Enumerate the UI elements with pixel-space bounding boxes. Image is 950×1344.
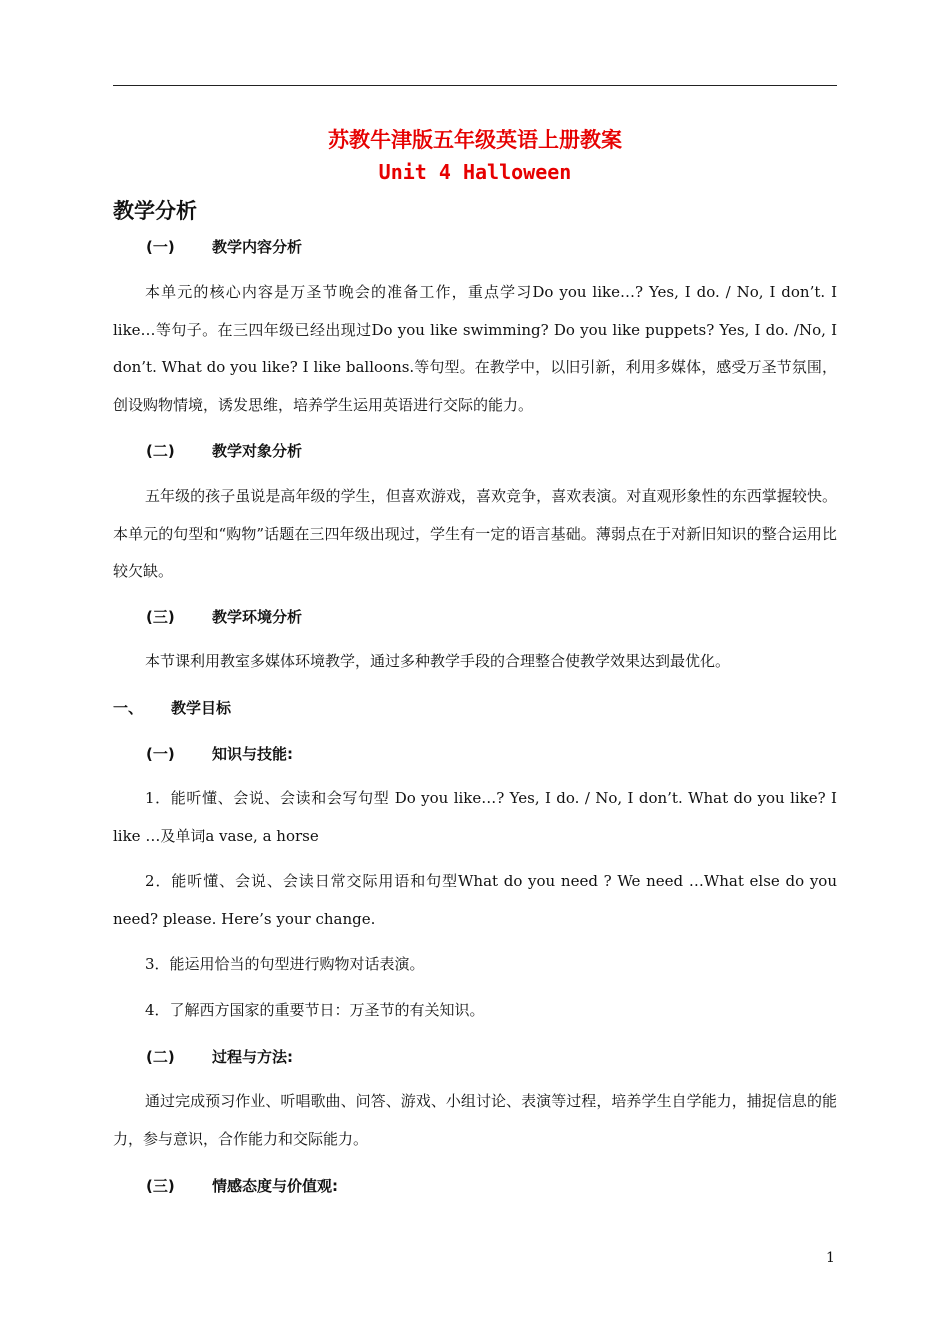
subheading-number: (三) — [146, 1177, 175, 1195]
subheading-label: 情感态度与价值观: — [212, 1177, 338, 1195]
subheading-number: (二) — [146, 442, 175, 460]
subheading-label: 教学环境分析 — [212, 608, 303, 626]
goal-item-1: 1．能听懂、会说、会读和会写句型 Do you like…? Yes, I do. / No, I don’t. What do you like? I like …及单词a vase, a horse — [113, 789, 837, 845]
section-heading-analysis: 教学分析 — [113, 199, 197, 223]
subheading-label: 教学内容分析 — [212, 238, 303, 256]
paragraph-student-analysis: 五年级的孩子虽说是高年级的学生，但喜欢游戏，喜欢竞争，喜欢表演。对直观形象性的东西掌握较快。本单元的句型和“购物”话题在三四年级出现过，学生有一定的语言基础。薄弱点在于对新旧知识的整合运用比较欠缺。 — [113, 487, 837, 580]
subheading-label: 过程与方法: — [212, 1048, 293, 1066]
section-number: 一、 — [113, 699, 144, 717]
subheading-label: 知识与技能: — [212, 745, 293, 763]
goal-item-4: 4．了解西方国家的重要节日：万圣节的有关知识。 — [145, 1001, 485, 1019]
page-number: 1 — [826, 1250, 835, 1266]
header-rule — [113, 85, 837, 86]
paragraph-content-analysis: 本单元的核心内容是万圣节晚会的准备工作，重点学习Do you like…? Yes, I do. / No, I don’t. I like…等句子。在三四年级已经出现过Do you like swimming? Do you like puppets? Yes, I do. /No, I don’t. What do you like? I like balloons.等句型。在教学中，以旧引新，利用多媒体，感受万圣节氛围，创设购物情境，诱发思维，培养学生运用英语进行交际的能力。 — [113, 283, 837, 414]
goal-item-3: 3．能运用恰当的句型进行购物对话表演。 — [145, 955, 425, 973]
document-title: 苏教牛津版五年级英语上册教案 — [328, 128, 622, 152]
paragraph-process-methods: 通过完成预习作业、听唱歌曲、问答、游戏、小组讨论、表演等过程，培养学生自学能力，捕捉信息的能力，参与意识，合作能力和交际能力。 — [113, 1092, 837, 1148]
subheading-number: (二) — [146, 1048, 175, 1066]
unit-title: Unit 4 Halloween — [378, 160, 572, 184]
section-label: 教学目标 — [171, 699, 232, 717]
subheading-number: (一) — [146, 238, 175, 256]
paragraph-environment-analysis: 本节课利用教室多媒体环境教学，通过多种教学手段的合理整合使教学效果达到最优化。 — [145, 652, 731, 670]
subheading-number: (一) — [146, 745, 175, 763]
subheading-label: 教学对象分析 — [212, 442, 303, 460]
subheading-number: (三) — [146, 608, 175, 626]
goal-item-2: 2．能听懂、会说、会读日常交际用语和句型What do you need ? We need …What else do you need? please. Here’s your change. — [113, 872, 837, 928]
